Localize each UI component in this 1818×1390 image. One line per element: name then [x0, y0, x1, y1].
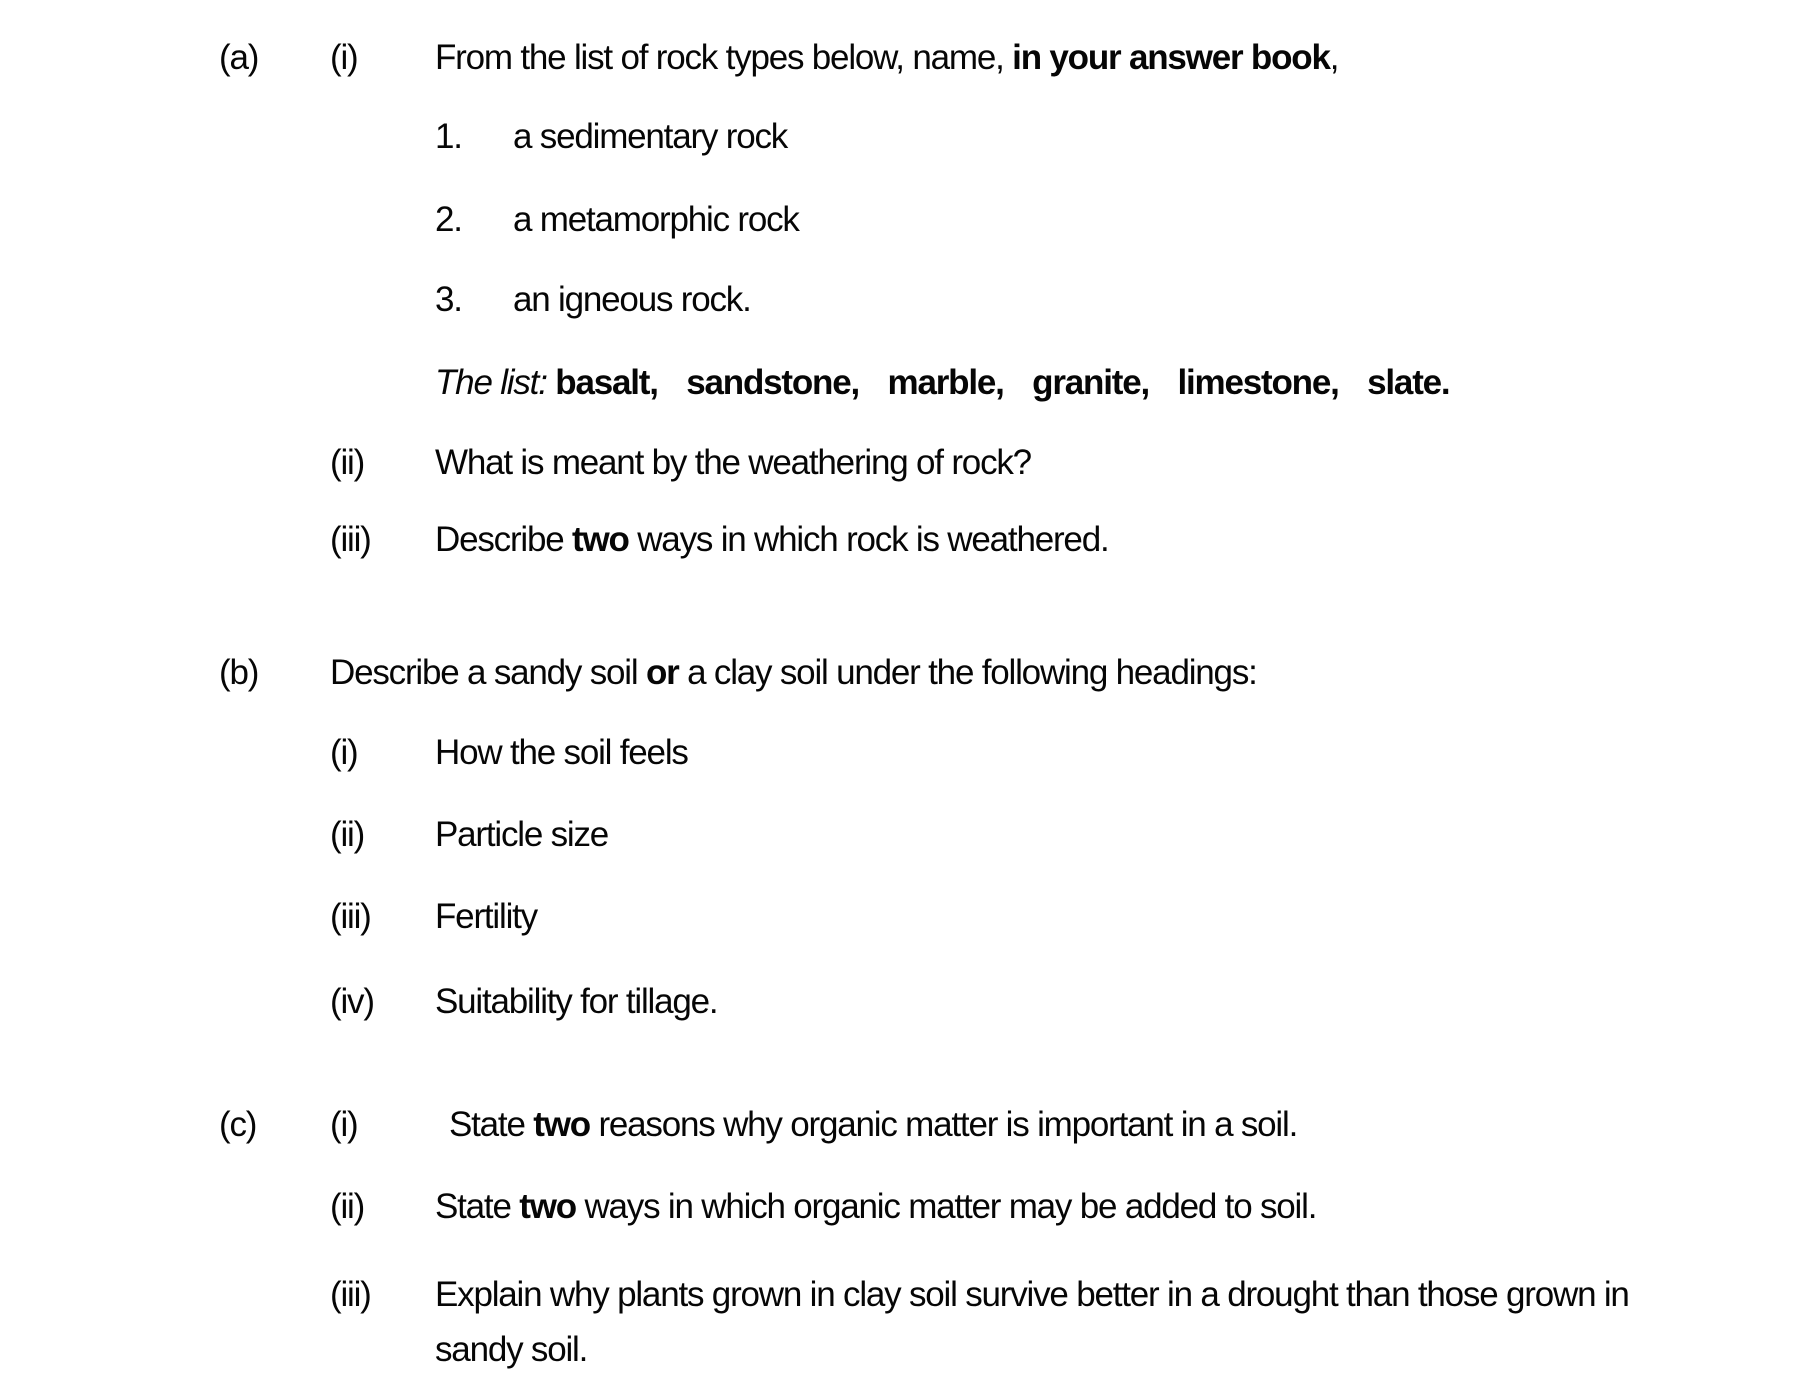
part-label: (c)	[219, 1105, 257, 1144]
text-run: How the soil feels	[435, 733, 688, 772]
subpart-label: (ii)	[330, 1187, 365, 1226]
part-label: (b)	[219, 653, 259, 692]
text-run: Describe	[435, 520, 573, 559]
question-text	[449, 1104, 1778, 1146]
subpart-label: (ii)	[330, 443, 365, 482]
text-run: two	[533, 1105, 590, 1144]
text-run: State	[449, 1105, 534, 1144]
question-text	[513, 279, 1778, 321]
subpart-label: (iv)	[330, 982, 374, 1021]
subpart-label: (i)	[330, 733, 358, 772]
text-run: From the list of rock types below, name,	[435, 38, 1013, 77]
text-run: Describe a sandy soil	[330, 653, 646, 692]
list-number: 3.	[435, 280, 462, 319]
text-run: ways in which organic matter may be added to soil.	[575, 1187, 1317, 1226]
question-text	[435, 732, 1778, 774]
question-text	[513, 199, 1778, 241]
text-run: ways in which rock is weathered.	[628, 520, 1109, 559]
text-run: in your answer book	[1012, 38, 1330, 77]
text-run: a metamorphic rock	[513, 200, 799, 239]
text-run: a clay soil under the following headings:	[678, 653, 1257, 692]
question-text	[330, 652, 1778, 694]
text-run: a sedimentary rock	[513, 117, 788, 156]
subpart-label: (iii)	[330, 1275, 371, 1314]
text-run: State	[435, 1187, 520, 1226]
question-text	[435, 519, 1778, 561]
question-text	[435, 1186, 1778, 1228]
part-label: (a)	[219, 38, 259, 77]
text-run: ,	[1329, 38, 1339, 77]
text-run: The list:	[435, 363, 556, 402]
question-text	[435, 814, 1778, 856]
text-run: What is meant by the weathering of rock?	[435, 443, 1031, 482]
question-text	[435, 442, 1778, 484]
text-run: Particle size	[435, 815, 609, 854]
question-text	[435, 1267, 1778, 1377]
question-text	[513, 116, 1778, 158]
subpart-label: (ii)	[330, 815, 365, 854]
subpart-label: (i)	[330, 38, 358, 77]
text-run: or	[645, 653, 679, 692]
text-run: basalt, sandstone, marble, granite, limestone, slate.	[555, 363, 1450, 402]
subpart-label: (iii)	[330, 520, 371, 559]
question-text	[435, 362, 1778, 404]
question-text	[435, 37, 1778, 79]
text-run: reasons why organic matter is important in a soil.	[589, 1105, 1298, 1144]
text-run: an igneous rock.	[513, 280, 751, 319]
text-run: Suitability for tillage.	[435, 982, 718, 1021]
text-run: Fertility	[435, 897, 537, 936]
question-text	[435, 896, 1778, 938]
list-number: 2.	[435, 200, 462, 239]
subpart-label: (i)	[330, 1105, 358, 1144]
text-run: sandy soil.	[435, 1330, 588, 1369]
question-text	[435, 981, 1778, 1023]
text-run: two	[572, 520, 629, 559]
text-run: two	[519, 1187, 576, 1226]
list-number: 1.	[435, 117, 462, 156]
text-run: Explain why plants grown in clay soil survive better in a drought than those grown in	[435, 1275, 1629, 1314]
subpart-label: (iii)	[330, 897, 371, 936]
